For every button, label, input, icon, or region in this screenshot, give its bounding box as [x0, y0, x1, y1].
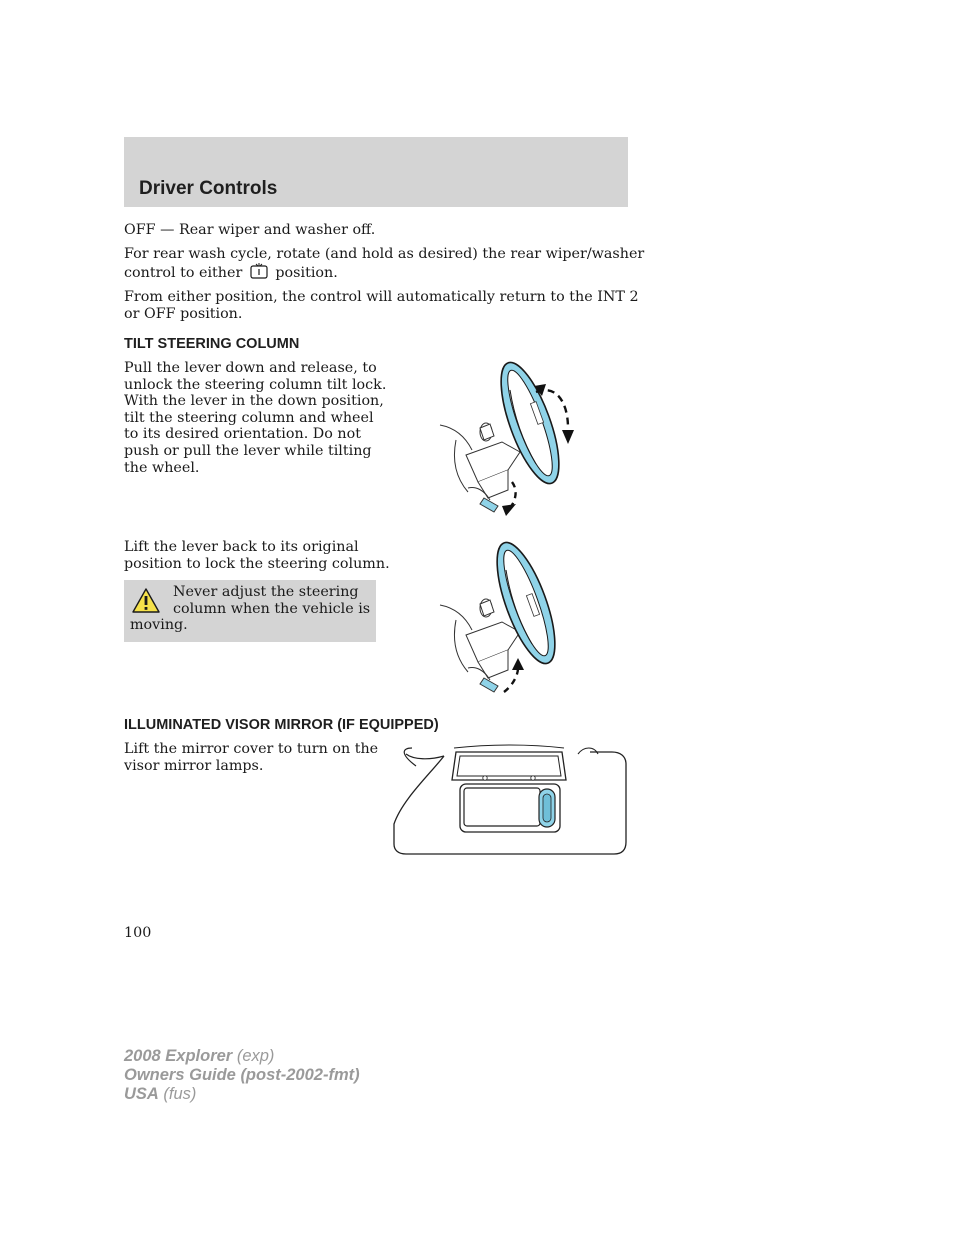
- paragraph-return-line2: or OFF position.: [124, 306, 243, 322]
- paragraph-rear-wash-line1: For rear wash cycle, rotate (and hold as desired) the rear wiper/washer: [124, 246, 645, 262]
- warning-line1: Never adjust the steering: [173, 584, 359, 600]
- visor-line: visor mirror lamps.: [124, 757, 264, 774]
- footer-line3: [124, 1085, 360, 1104]
- footer-line2: [124, 1066, 360, 1085]
- tilt-line: the wheel.: [124, 459, 200, 476]
- paragraph-return-line1: From either position, the control will automatically return to the INT 2: [124, 289, 639, 305]
- page-number: 100: [124, 925, 152, 941]
- tilt-instructions: [124, 360, 386, 476]
- rear-wash-text-a: control to either: [124, 265, 243, 281]
- footer-model: 2008 Explorer: [124, 1047, 233, 1065]
- section-title: Driver Controls: [139, 178, 278, 199]
- tilt-line: to its desired orientation. Do not: [124, 426, 361, 443]
- footer-model-code: (exp): [232, 1047, 275, 1065]
- steering-tilt-unlock-illustration: [438, 360, 588, 520]
- rear-wash-text-b: position.: [275, 265, 338, 281]
- tilt-line: unlock the steering column tilt lock.: [124, 376, 387, 393]
- steering-lock-illustration: [438, 540, 588, 700]
- footer-line1: [124, 1047, 360, 1066]
- visor-line: Lift the mirror cover to turn on the: [124, 741, 379, 757]
- visor-mirror-illustration: [390, 744, 630, 858]
- document-footer: [124, 1047, 360, 1104]
- tilt-heading: TILT STEERING COLUMN: [124, 336, 300, 352]
- warning-line2: column when the vehicle is: [173, 601, 371, 617]
- lock-line: position to lock the steering column.: [124, 555, 390, 572]
- warning-triangle-icon: [132, 588, 160, 613]
- footer-market: USA: [124, 1085, 159, 1103]
- paragraph-off: OFF — Rear wiper and washer off.: [124, 222, 376, 238]
- lock-line: Lift the lever back to its original: [124, 539, 359, 555]
- tilt-line: With the lever in the down position,: [124, 393, 384, 410]
- washer-symbol-icon: [249, 263, 269, 279]
- footer-guide: Owners Guide (post-2002-fmt): [124, 1066, 360, 1084]
- paragraph-rear-wash-line2: [124, 263, 338, 282]
- lock-instructions: [124, 539, 390, 572]
- tilt-line: push or pull the lever while tilting: [124, 442, 372, 459]
- tilt-line: Pull the lever down and release, to: [124, 360, 377, 376]
- visor-heading: ILLUMINATED VISOR MIRROR (IF EQUIPPED): [124, 717, 439, 733]
- warning-line3: moving.: [130, 617, 188, 633]
- tilt-line: tilt the steering column and wheel: [124, 409, 374, 426]
- footer-market-code: (fus): [158, 1085, 197, 1103]
- visor-instructions: [124, 741, 378, 774]
